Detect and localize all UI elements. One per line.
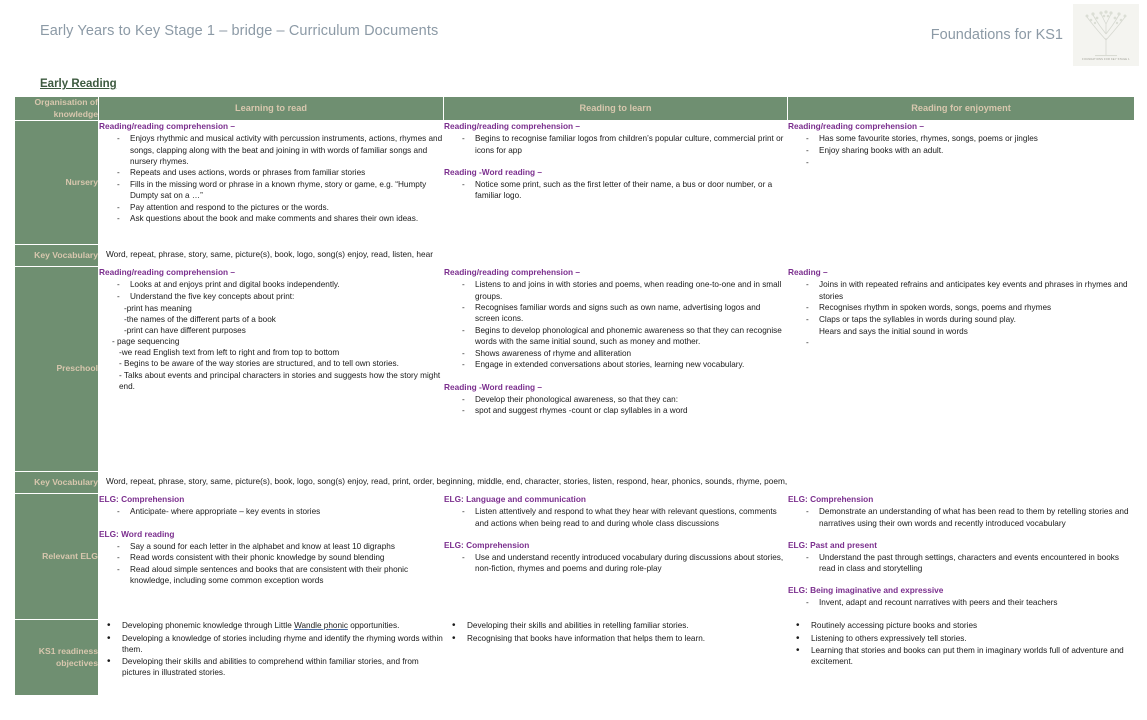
list-item: - Has some favourite stories, rhymes, songs, poems or jingles	[788, 133, 1134, 144]
sub-heading: ELG: Language and communication	[444, 494, 586, 505]
bullet-list	[444, 620, 787, 644]
list-item: - Begins to recognise familiar logos from children’s popular culture, commercial print or icons for app	[444, 133, 787, 155]
list-item: - Read words consistent with their phonic knowledge by sound blending	[99, 552, 443, 563]
content-cell-2	[788, 494, 1135, 620]
bullet-list	[788, 620, 1134, 667]
list-item: - Develop their phonological awareness, so that they can:	[444, 394, 787, 405]
dash-list	[99, 279, 443, 302]
list-item: - Enjoys rhythmic and musical activity with percussion instruments, actions, rhymes and songs, clapping along with the beat and joining in with words of familiar songs and nursery rhymes.	[99, 133, 443, 166]
table-row	[15, 267, 1135, 472]
list-item: - Use and understand recently introduced vocabulary during discussions about stories, non-fiction, rhymes and poems and during role-play	[444, 552, 787, 574]
plain-line: -the names of the different parts of a book	[124, 314, 276, 324]
logo-caption: FOUNDATIONS FOR KEY STAGE 1	[1082, 58, 1130, 61]
list-item: - Understand the five key concepts about print:	[99, 291, 443, 302]
document-title: Early Years to Key Stage 1 – bridge – Curriculum Documents	[40, 23, 439, 39]
column-header-2: Reading to learn	[444, 97, 788, 121]
dash-list	[444, 279, 787, 370]
list-item: - Pay attention and respond to the pictures or the words.	[99, 202, 443, 213]
list-item: • Developing their skills and abilities to comprehend within familiar stories, and from pictures in illustrated stories.	[99, 656, 443, 679]
sub-heading: Reading/reading comprehension –	[99, 267, 236, 278]
list-item: - Begins to develop phonological and phonemic awareness so that they can recognise words with the same initial sound, such as money and mother.	[444, 325, 787, 347]
sub-heading: Reading –	[788, 267, 828, 278]
tree-logo-icon	[1073, 4, 1139, 66]
column-header-0: Organisation of knowledge	[15, 97, 99, 121]
content-cell-2	[788, 620, 1135, 696]
sub-heading: ELG: Word reading	[99, 528, 175, 539]
row-label: Key Vocabulary	[15, 472, 99, 494]
list-item: - Ask questions about the book and make comments and shares their own ideas.	[99, 213, 443, 224]
list-item: - Repeats and uses actions, words or phrases from familiar stories	[99, 167, 443, 178]
sub-heading: Reading/reading comprehension –	[788, 121, 925, 132]
sub-heading: ELG: Comprehension	[788, 494, 874, 505]
header-brand	[931, 4, 1139, 66]
list-item: • Learning that stories and books can put them in imaginary worlds full of adventure and excitement.	[788, 645, 1134, 668]
table-row	[15, 494, 1135, 620]
sub-heading: ELG: Past and present	[788, 539, 877, 550]
sub-heading: Reading/reading comprehension –	[444, 121, 581, 132]
vocab-cell: Word, repeat, phrase, story, same, picture(s), book, logo, song(s) enjoy, read, listen, hear	[99, 245, 1135, 267]
row-label: Key Vocabulary	[15, 245, 99, 267]
section-heading: Early Reading	[40, 78, 117, 90]
plain-line: - page sequencing	[112, 337, 180, 347]
plain-line: - Talks about events and principal characters in stories and suggests how the story might end.	[119, 370, 441, 391]
row-label: Preschool	[15, 267, 99, 472]
dash-list	[99, 133, 443, 224]
content-cell-0	[99, 121, 444, 245]
dash-list	[444, 506, 787, 528]
table-body	[15, 97, 1135, 696]
dash-list	[788, 506, 1134, 528]
dash-list	[788, 597, 1134, 608]
list-item: - Shows awareness of rhyme and alliteration	[444, 348, 787, 359]
table-row	[15, 620, 1135, 696]
table-row	[15, 245, 1135, 267]
list-item: - Claps or taps the syllables in words during sound play.	[788, 314, 1134, 325]
dash-list	[788, 552, 1134, 574]
list-item: - Say a sound for each letter in the alphabet and know at least 10 digraphs	[99, 541, 443, 552]
list-item: - spot and suggest rhymes -count or clap syllables in a word	[444, 405, 787, 416]
row-label: Relevant ELG	[15, 494, 99, 620]
column-header-1: Learning to read	[99, 97, 444, 121]
vocab-cell: Word, repeat, phrase, story, same, picture(s), book, logo, song(s) enjoy, read, print, order, beginning, middle, end, character, stories, listen, respond, hear, phonics, sounds, rhyme, poem,	[99, 472, 1135, 494]
list-item: - Read aloud simple sentences and books that are consistent with their phonic knowledge, including some common exception words	[99, 564, 443, 586]
sub-heading: Reading/reading comprehension –	[99, 121, 236, 132]
content-cell-0	[99, 494, 444, 620]
sub-heading: ELG: Being imaginative and expressive	[788, 585, 944, 596]
sub-heading: Reading/reading comprehension –	[444, 267, 581, 278]
dash-list	[99, 541, 443, 587]
dash-list	[444, 179, 787, 201]
list-item: • Developing a knowledge of stories including rhyme and identify the rhyming words within them.	[99, 633, 443, 656]
list-item: - Understand the past through settings, characters and events encountered in books read in class and storytelling	[788, 552, 1134, 574]
plain-line: -we read English text from left to right and from top to bottom	[119, 348, 340, 358]
content-cell-1	[444, 121, 788, 245]
dash-list	[99, 506, 443, 517]
page-header	[0, 0, 1147, 62]
list-item: • Recognising that books have information that helps them to learn.	[444, 633, 787, 644]
sub-heading: ELG: Comprehension	[444, 539, 530, 550]
dash-list	[788, 133, 1134, 166]
list-item: - Anticipate- where appropriate – key events in stories	[99, 506, 443, 517]
row-label: KS1 readiness objectives	[15, 620, 99, 696]
list-item: • Developing phonemic knowledge through Little Wandle phonic opportunities.	[99, 620, 443, 631]
plain-line: - Begins to be aware of the way stories are structured, and to tell own stories.	[119, 359, 399, 369]
list-item: • Listening to others expressively tell stories.	[788, 633, 1134, 644]
column-header-3: Reading for enjoyment	[788, 97, 1135, 121]
content-cell-2	[788, 267, 1135, 472]
dash-list	[444, 552, 787, 574]
table-row	[15, 121, 1135, 245]
dash-list	[788, 279, 1134, 325]
plain-line: -print can have different purposes	[124, 326, 246, 335]
list-item: Hears and says the initial sound in words	[819, 326, 968, 336]
plain-line: -print has meaning	[124, 303, 192, 313]
list-item: - Listens to and joins in with stories and poems, when reading one-to-one and in small groups.	[444, 279, 787, 301]
dash-list	[444, 133, 787, 155]
list-item: - Recognises familiar words and signs such as own name, advertising logos and screen icons.	[444, 302, 787, 324]
dash-list	[788, 326, 1134, 337]
list-item: • Developing their skills and abilities in retelling familiar stories.	[444, 620, 787, 631]
content-cell-2	[788, 121, 1135, 245]
list-item: - Enjoy sharing books with an adult.	[788, 145, 1134, 156]
bullet-list	[99, 620, 443, 679]
dash-list	[788, 337, 1134, 347]
content-cell-1	[444, 620, 788, 696]
list-item: - Looks at and enjoys print and digital books independently.	[99, 279, 443, 290]
table-row	[15, 472, 1135, 494]
list-item	[788, 157, 1134, 167]
list-item: • Routinely accessing picture books and stories	[788, 620, 1134, 631]
list-item: - Notice some print, such as the first letter of their name, a bus or door number, or a familiar logo.	[444, 179, 787, 201]
content-cell-0	[99, 267, 444, 472]
curriculum-table-wrap	[0, 96, 1147, 696]
list-item: - Listen attentively and respond to what they hear with relevant questions, comments and actions when being read to and during whole class discussions	[444, 506, 787, 528]
spellcheck-text: Wandle phonic	[294, 621, 348, 631]
sub-heading: Reading -Word reading –	[444, 166, 543, 177]
list-item: - Fills in the missing word or phrase in a known rhyme, story or game, e.g. “Humpty Dumpty sat on a …”	[99, 179, 443, 201]
sub-heading: Reading -Word reading –	[444, 381, 543, 392]
brand-label: Foundations for KS1	[930, 27, 1063, 43]
list-item: - Engage in extended conversations about stories, learning new vocabulary.	[444, 359, 787, 370]
list-item: - Joins in with repeated refrains and anticipates key events and phrases in rhymes and stories	[788, 279, 1134, 301]
sub-heading: ELG: Comprehension	[99, 494, 185, 505]
list-item: - Recognises rhythm in spoken words, songs, poems and rhymes	[788, 302, 1134, 313]
content-cell-1	[444, 267, 788, 472]
list-item: - Demonstrate an understanding of what has been read to them by retelling stories and narratives using their own words and recently introduced vocabulary	[788, 506, 1134, 528]
list-item	[788, 337, 1134, 347]
curriculum-table	[14, 96, 1135, 696]
content-cell-0	[99, 620, 444, 696]
table-header-row	[15, 97, 1135, 121]
list-item: - Invent, adapt and recount narratives with peers and their teachers	[788, 597, 1134, 608]
row-label: Nursery	[15, 121, 99, 245]
content-cell-1	[444, 494, 788, 620]
dash-list	[444, 394, 787, 417]
